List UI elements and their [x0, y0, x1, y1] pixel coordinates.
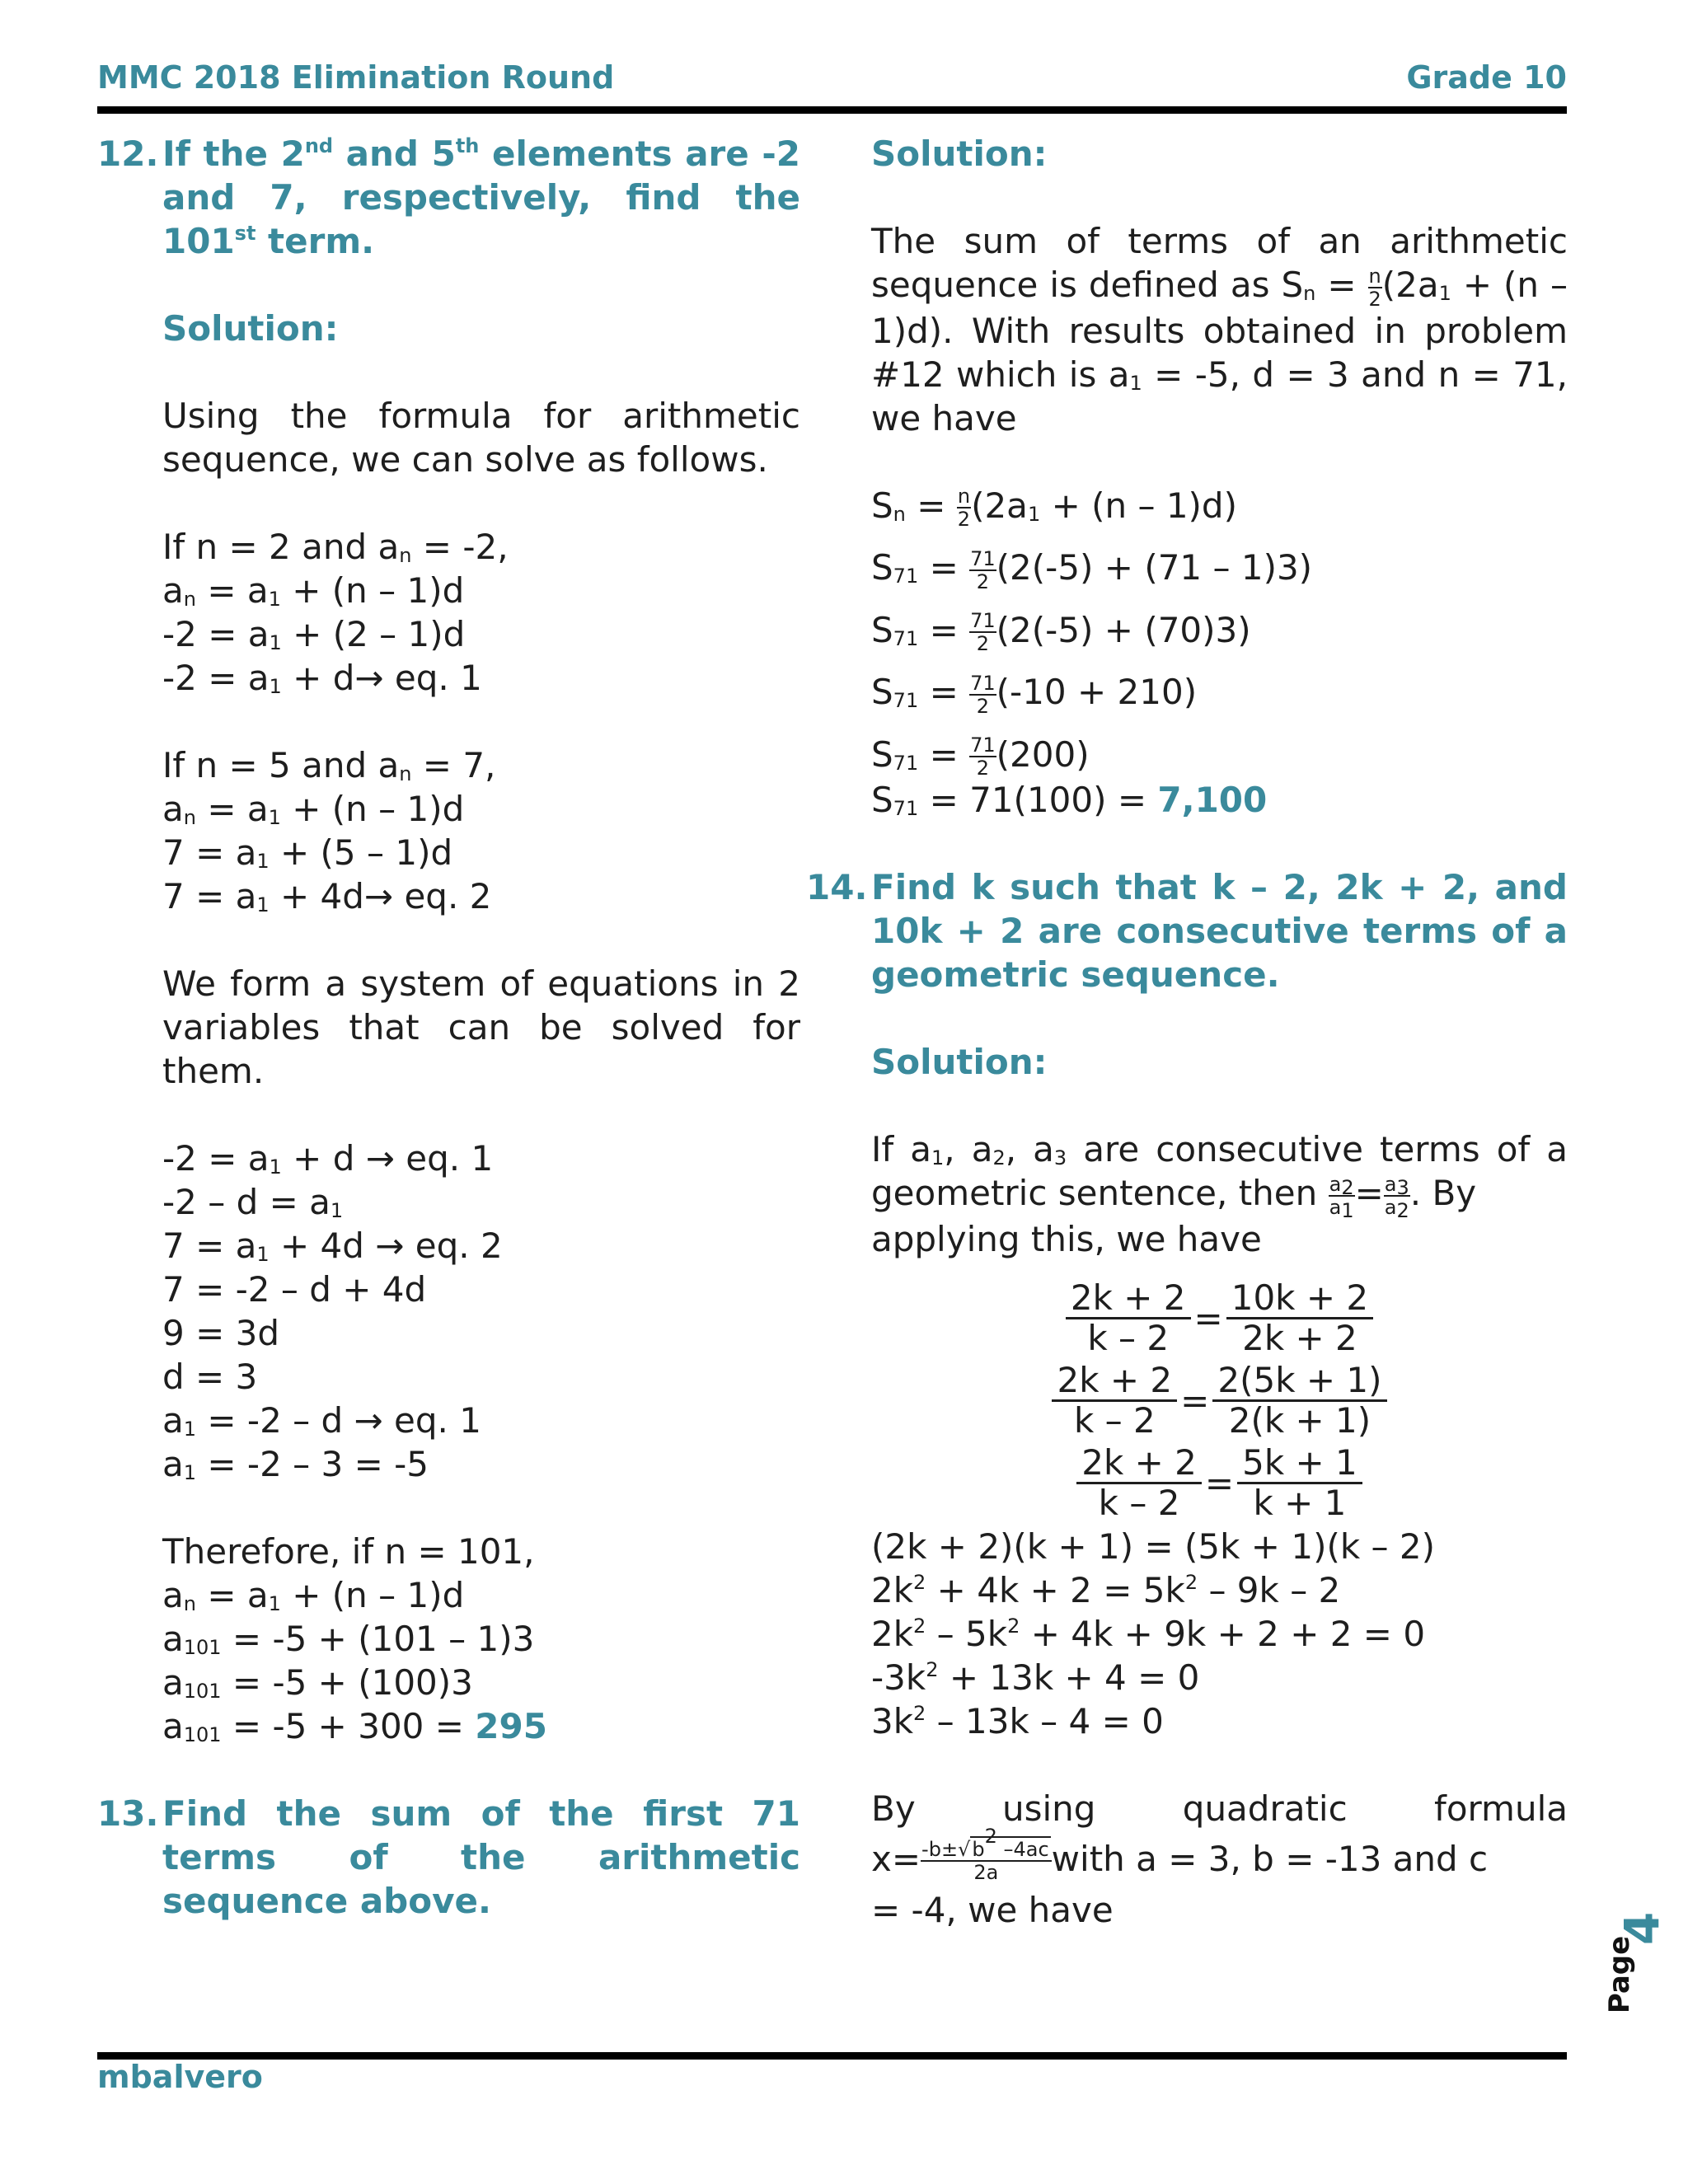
q14-title: Find k such that k – 2, 2k + 2, and 10k + 2 are consecutive terms of a geometric sequence.	[871, 867, 1568, 995]
q14-quadratic-line2: x= $\frac{-b\pm√b^2 -4ac}{2a}$ with a = 3, b = -13 and c	[871, 1824, 1489, 1884]
q12-answer: 295	[475, 1706, 547, 1746]
q14-number: 14.	[806, 867, 868, 907]
q14-work-fractions: $\frac{2k + 2}{k - 2}$ = $\frac{10k + 2}{2k + 2}$ $\frac{2k + 2}{k - 2}$ = $\frac{2(5k + 1)}{2(k + 1)}$ $\frac{2k + 2}{k - 2}$ = $\frac{5k + 1}{k + 1}$	[871, 1277, 1568, 1525]
q13-answer: 7,100	[1157, 780, 1268, 820]
q13-title: Find the sum of the first 71 terms of the arithmetic sequence above.	[162, 1793, 800, 1921]
footer-author: mbalvero	[97, 2059, 263, 2095]
q14-intro: If $a_1$, $a_2$, $a_3$ are consecutive terms of a geometric sentence, then $\frac{a_2}{a_1}$ = $\frac{a_3}{a_2}$ . By	[871, 1129, 1568, 1222]
q13-work: $S_n$ = $\frac{n}{2}$ $(2a_1 + (n - 1)d)$ $S_{71}$ = $\frac{71}{2}$ (2(-5) + (71 – 1)3) $S_{71}$ = $\frac{71}{2}$ (2(-5) + (70)3) $S_{71}$ = $\frac{71}{2}$ (-10 + 210) $S_{71}$ = $\frac{71}{2}$ (200) $S_{71} = 71(100) = 7,100$	[871, 485, 1313, 820]
page-number-mark	[1603, 1911, 1672, 2027]
q14-apply: applying this, we have	[871, 1218, 1262, 1259]
q13-solution-label: Solution:	[871, 134, 1048, 174]
left-column	[97, 132, 800, 1923]
page-number: 4	[1614, 1911, 1671, 1946]
q12-title: If the 2nd and 5th elements are -2 and 7, respectively, find the 101st term.	[162, 134, 800, 261]
q14-quadratic-line3: = -4, we have	[871, 1889, 1114, 1930]
q13-heading	[97, 1792, 800, 1923]
q14-quadratic-line1: By using quadratic formula	[871, 1788, 1568, 1829]
q13-number: 13.	[97, 1793, 159, 1834]
q12-therefore: Therefore, if n = 101,	[162, 1531, 535, 1572]
q12-system-text: We form a system of equations in 2 variables that can be solved for them.	[162, 963, 800, 1091]
q12-solution-label: Solution:	[162, 308, 339, 349]
q14-solution-label: Solution:	[871, 1042, 1048, 1082]
header-grade: Grade 10	[1406, 59, 1567, 96]
q14-work-expand: (2k + 2)(k + 1) = (5k + 1)(k – 2) $2k^2 + 4k + 2 = 5k^2 - 9k - 2$ $2k^2 - 5k^2 + 4k + 9k + 2 + 2 = 0$ $-3k^2 + 13k + 4 = 0$ $3k^2 - 13k - 4 = 0$	[871, 1526, 1435, 1741]
q12-work-case2: If n = 5 and $a_n = 7$, $a_n = a_1 + (n - 1)d$ $7 = a_1 + (5 - 1)d$ $7 = a_1 + 4d\to$ eq. 2	[162, 745, 496, 916]
q12-intro: Using the formula for arithmetic sequence, we can solve as follows.	[162, 396, 800, 480]
header-title: MMC 2018 Elimination Round	[97, 59, 615, 96]
footer-rule	[97, 2052, 1567, 2060]
q14-heading	[806, 865, 1568, 996]
right-column	[806, 132, 1568, 1932]
q12-work-final: $a_n = a_1 + (n - 1)d$ $a_{101} = -5 + (101 - 1)3$ $a_{101} = -5 + (100)3$ $a_{101} = -5 + 300 = 295$	[162, 1575, 547, 1746]
q13-intro: The sum of terms of an arithmetic sequence is defined as $S_n$ = $\frac{n}{2}$ $(2a_1 + (n - 1)d)$. With results obtained in problem #12 which is $a_1 = -5$, d = 3 and n = 71, we have	[871, 221, 1568, 438]
header-rule	[97, 106, 1567, 114]
q12-number: 12.	[97, 134, 159, 174]
page-word: Page	[1603, 1935, 1637, 2014]
q12-heading	[97, 132, 800, 263]
q12-work-system: $-2 = a_1 + d$ → eq. 1 $-2 - d = a_1$ $7 = a_1 + 4d$ → eq. 2 7 = -2 – d + 4d 9 = 3d d = 3 $a_1 = -2 - d$ → eq. 1 $a_1 = -2 - 3 = -5$	[162, 1138, 503, 1484]
q12-work-case1: If n = 2 and $a_n = -2$, $a_n = a_1 + (n - 1)d$ $-2 = a_1 + (2 - 1)d$ $-2 = a_1 + d\to$ eq. 1	[162, 527, 509, 698]
